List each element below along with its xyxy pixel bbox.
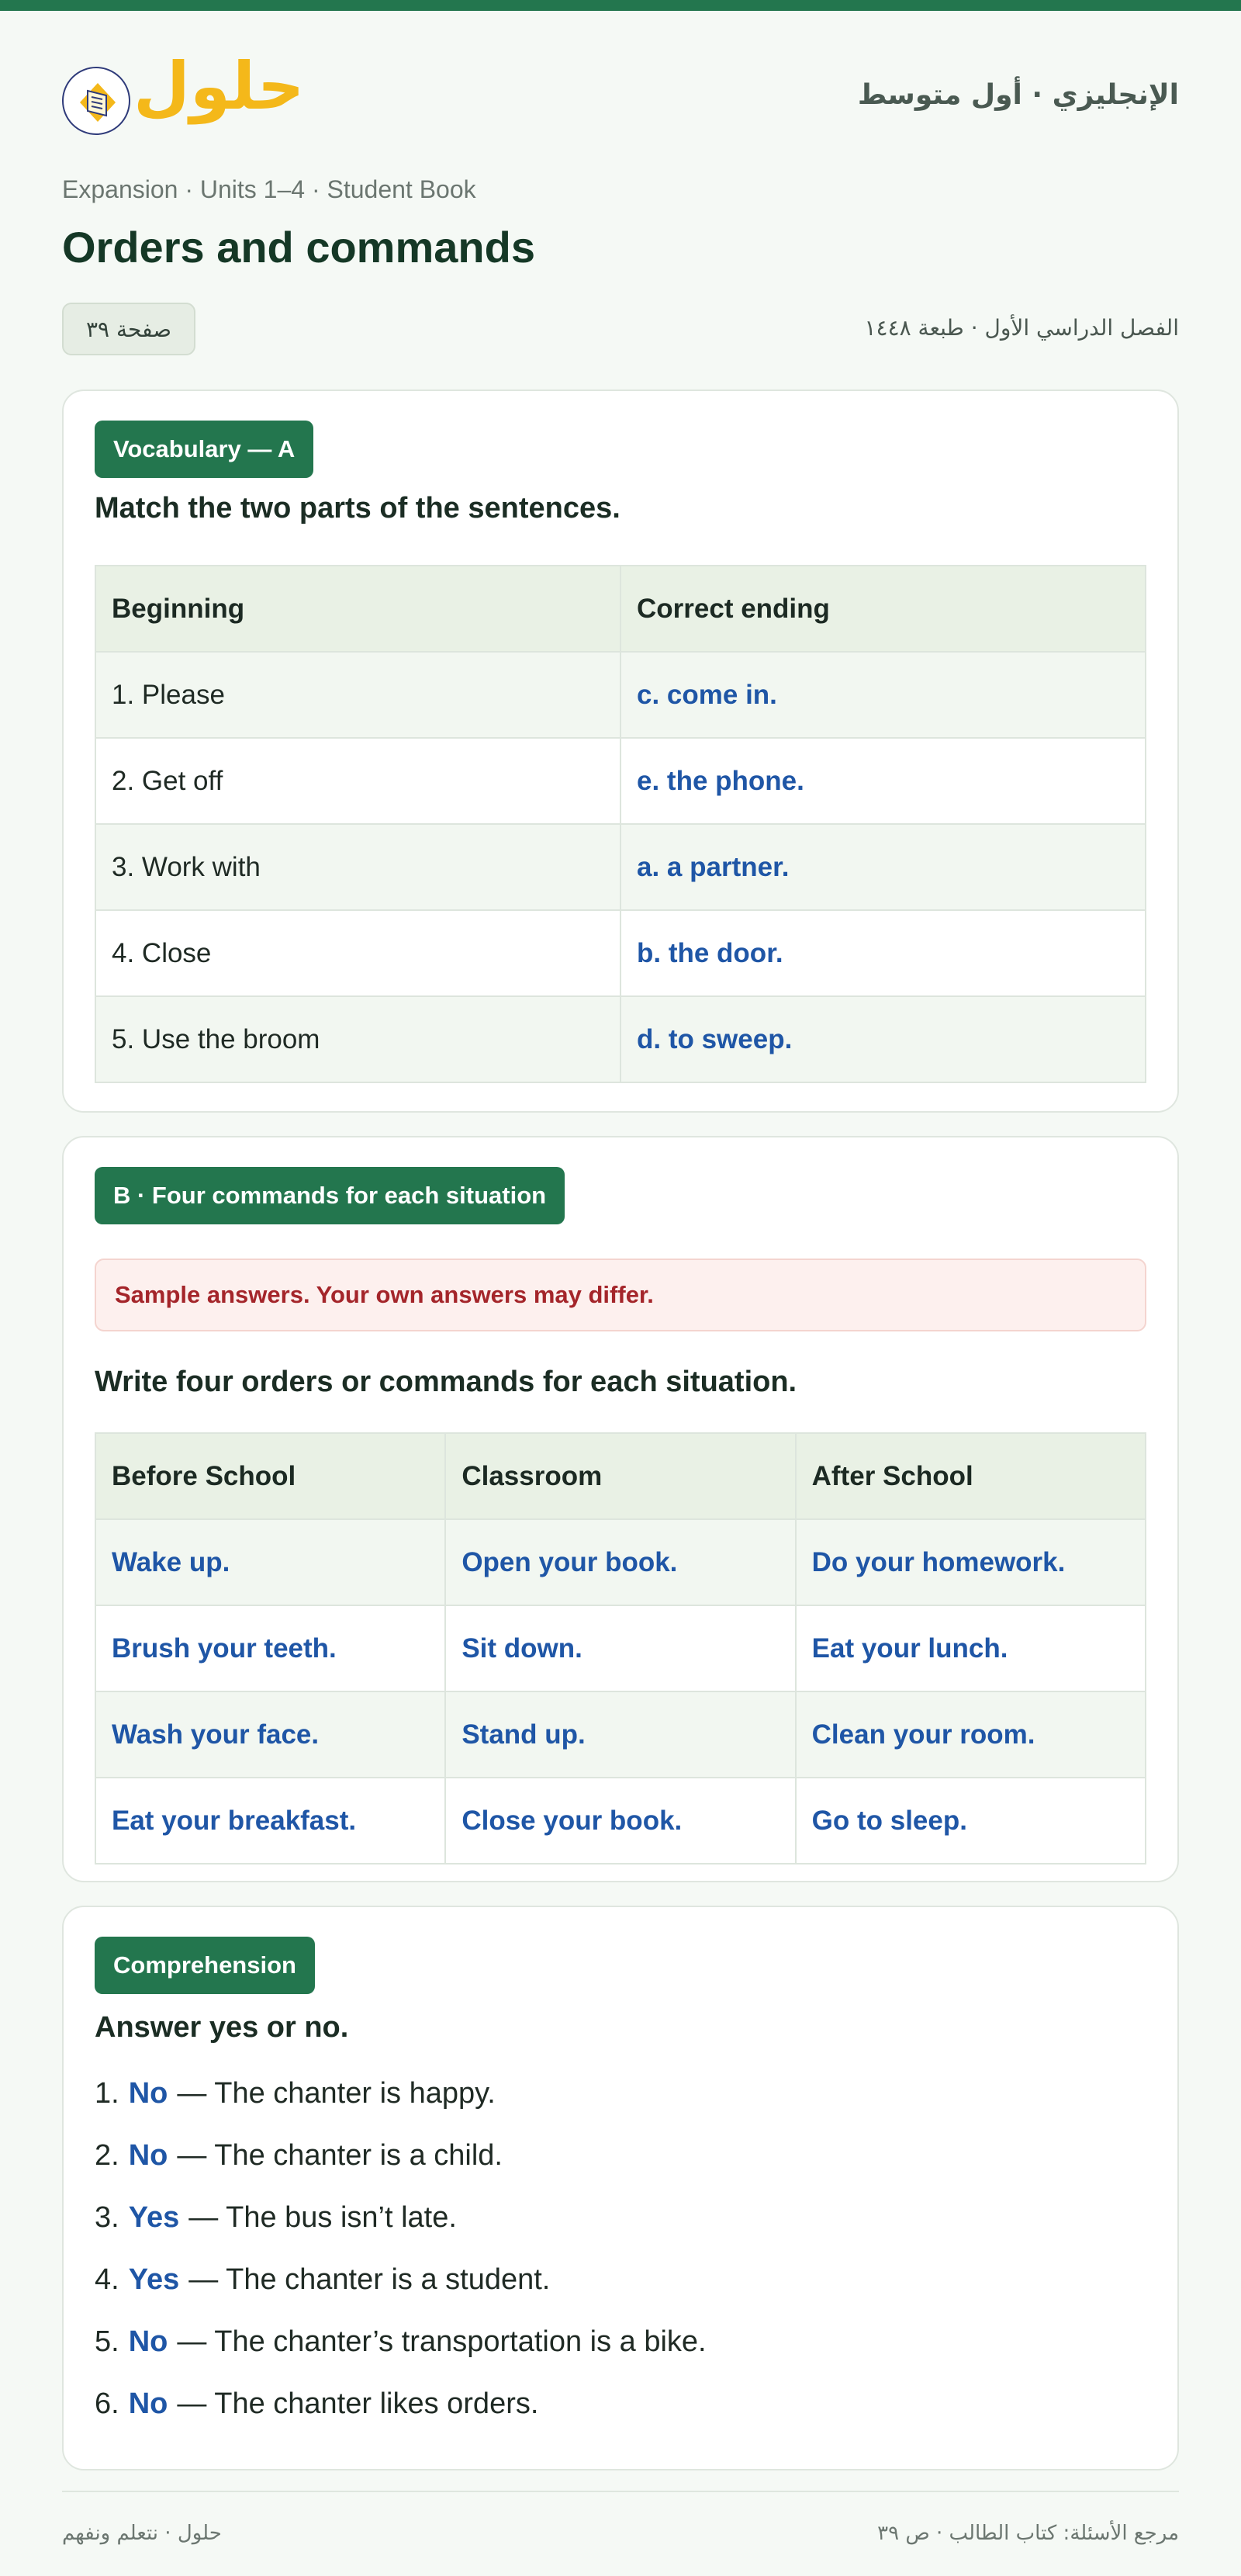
- column-header-after-school: After School: [796, 1433, 1146, 1519]
- beginning-cell: 5. Use the broom: [95, 996, 620, 1082]
- table-row: [95, 1605, 1146, 1691]
- beginning-cell: 3. Work with: [95, 824, 620, 910]
- answer-value: No: [128, 2138, 168, 2172]
- commands-tag: B · Four commands for each situation: [95, 1167, 565, 1224]
- comprehension-instruction: Answer yes or no.: [95, 2011, 349, 2044]
- table-row: [95, 910, 1146, 996]
- beginning-cell: 4. Close: [95, 910, 620, 996]
- command-cell: Close your book.: [445, 1778, 795, 1864]
- list-item: [95, 2186, 707, 2249]
- question-text: — The chanter’s transportation is a bike.: [177, 2325, 707, 2358]
- question-text: — The chanter is a child.: [177, 2138, 503, 2172]
- command-cell: Open your book.: [445, 1519, 795, 1605]
- table-row: [95, 652, 1146, 738]
- beginning-cell: 1. Please: [95, 652, 620, 738]
- command-cell: Eat your lunch.: [796, 1605, 1146, 1691]
- logo-emblem: [62, 67, 130, 135]
- question-number: 6.: [95, 2387, 119, 2420]
- table-row: [95, 824, 1146, 910]
- command-cell: Eat your breakfast.: [95, 1778, 445, 1864]
- column-header-beginning: Beginning: [95, 566, 620, 652]
- column-header-ending: Correct ending: [620, 566, 1146, 652]
- answer-value: No: [128, 2387, 168, 2420]
- logo-wordmark: حلول: [133, 48, 305, 124]
- question-number: 4.: [95, 2263, 119, 2296]
- command-cell: Wake up.: [95, 1519, 445, 1605]
- question-number: 3.: [95, 2200, 119, 2234]
- command-cell: Sit down.: [445, 1605, 795, 1691]
- ending-cell: b. the door.: [620, 910, 1146, 996]
- table-header-row: [95, 566, 1146, 652]
- vocabulary-tag: Vocabulary — A: [95, 421, 313, 478]
- list-item: [95, 2062, 707, 2124]
- command-cell: Wash your face.: [95, 1691, 445, 1778]
- table-row: [95, 1519, 1146, 1605]
- commands-card: [62, 1136, 1179, 1882]
- list-item: [95, 2249, 707, 2311]
- table-header-row: [95, 1433, 1146, 1519]
- question-number: 2.: [95, 2138, 119, 2172]
- question-text: — The bus isn’t late.: [188, 2200, 457, 2234]
- logo: [62, 48, 305, 141]
- beginning-cell: 2. Get off: [95, 738, 620, 824]
- header-title: الإنجليزي · أول متوسط: [857, 79, 1179, 111]
- page-header: [62, 11, 1179, 149]
- question-number: 5.: [95, 2325, 119, 2358]
- column-header-classroom: Classroom: [445, 1433, 795, 1519]
- term-info: الفصل الدراسي الأول · طبعة ١٤٤٨: [864, 315, 1179, 341]
- sample-answers-note: Sample answers. Your own answers may differ.: [95, 1259, 1146, 1331]
- table-row: [95, 1691, 1146, 1778]
- list-item: [95, 2124, 707, 2186]
- command-cell: Clean your room.: [796, 1691, 1146, 1778]
- list-item: [95, 2373, 707, 2435]
- answer-value: No: [128, 2076, 168, 2110]
- vocabulary-instruction: Match the two parts of the sentences.: [95, 492, 620, 525]
- match-table: [95, 565, 1146, 1083]
- page: [62, 11, 1179, 2545]
- answer-value: No: [128, 2325, 168, 2358]
- footer-divider: [62, 2491, 1179, 2492]
- command-cell: Brush your teeth.: [95, 1605, 445, 1691]
- list-item: [95, 2311, 707, 2373]
- page-title: Orders and commands: [62, 223, 535, 272]
- question-text: — The chanter is happy.: [177, 2076, 496, 2110]
- table-row: [95, 1778, 1146, 1864]
- vocabulary-card: [62, 390, 1179, 1113]
- top-accent-bar: [0, 0, 1241, 11]
- command-cell: Go to sleep.: [796, 1778, 1146, 1864]
- ending-cell: d. to sweep.: [620, 996, 1146, 1082]
- comprehension-card: [62, 1906, 1179, 2470]
- commands-table: [95, 1432, 1146, 1864]
- subtitle: Expansion · Units 1–4 · Student Book: [62, 175, 476, 203]
- answer-value: Yes: [128, 2200, 180, 2234]
- ending-cell: c. come in.: [620, 652, 1146, 738]
- commands-instruction: Write four orders or commands for each situation.: [95, 1366, 797, 1398]
- ending-cell: e. the phone.: [620, 738, 1146, 824]
- page-number-badge: صفحة ٣٩: [62, 303, 195, 355]
- footer-reference: مرجع الأسئلة: كتاب الطالب · ص ٣٩: [877, 2522, 1179, 2545]
- table-row: [95, 996, 1146, 1082]
- question-number: 1.: [95, 2076, 119, 2110]
- command-cell: Do your homework.: [796, 1519, 1146, 1605]
- book-icon: [77, 81, 119, 123]
- table-row: [95, 738, 1146, 824]
- question-text: — The chanter likes orders.: [177, 2387, 539, 2420]
- comprehension-tag: Comprehension: [95, 1937, 315, 1994]
- question-text: — The chanter is a student.: [188, 2263, 551, 2296]
- column-header-before-school: Before School: [95, 1433, 445, 1519]
- answer-value: Yes: [128, 2263, 180, 2296]
- command-cell: Stand up.: [445, 1691, 795, 1778]
- footer-brand: حلول · نتعلم ونفهم: [62, 2522, 222, 2545]
- ending-cell: a. a partner.: [620, 824, 1146, 910]
- question-list: [95, 2062, 707, 2435]
